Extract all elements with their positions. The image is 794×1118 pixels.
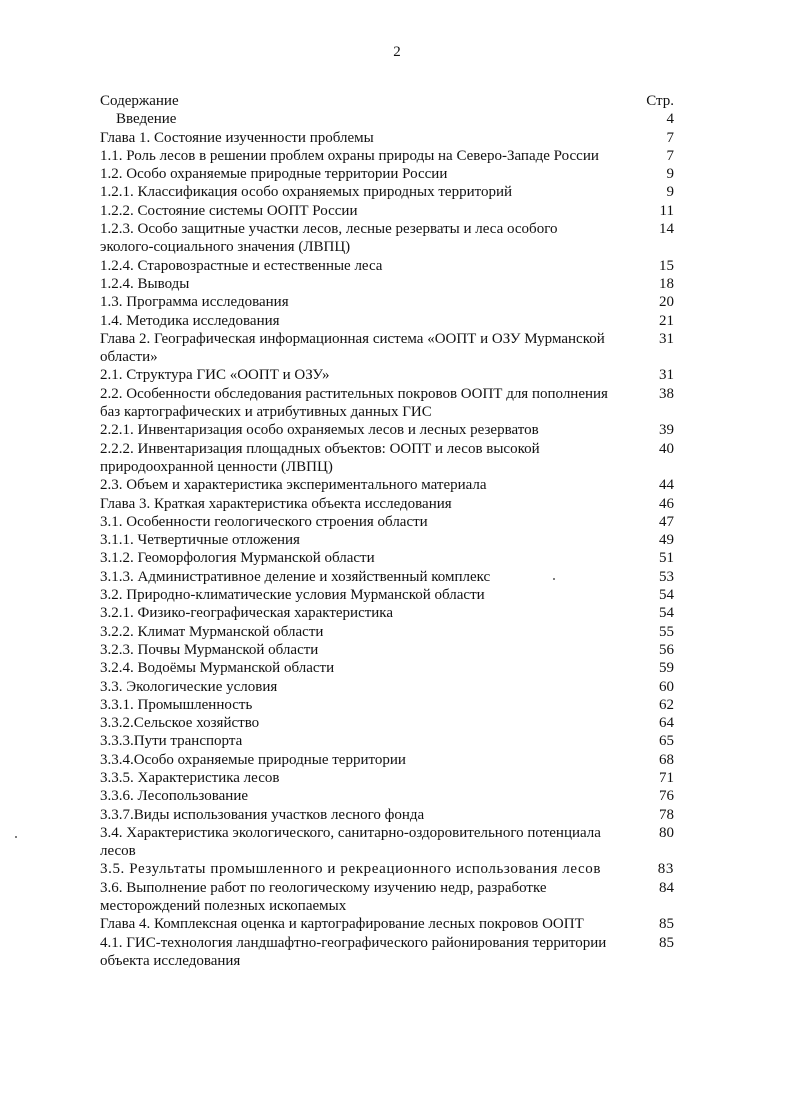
- toc-entry: [100, 659, 674, 677]
- toc-entry: [100, 549, 674, 567]
- toc-entry-page: 84: [659, 879, 674, 896]
- toc-entry: [100, 732, 674, 750]
- toc-entry-title: 2.2.2. Инвентаризация площадных объектов: ООПТ и лесов высокой природоохранной ценности (ЛВПЦ): [100, 440, 540, 475]
- toc-entry-page: 59: [659, 660, 674, 677]
- toc-entry: [100, 330, 674, 367]
- toc-entry-page: 18: [659, 275, 674, 292]
- toc-entry-title: 2.1. Структура ГИС «ООПТ и ОЗУ»: [100, 367, 330, 384]
- toc-entry-page: 54: [659, 605, 674, 622]
- toc-entry-page: 38: [659, 385, 674, 402]
- toc-entry: [100, 604, 674, 622]
- toc-entry-title: 3.2.3. Почвы Мурманской области: [100, 641, 319, 658]
- toc-entry-page: 11: [659, 202, 674, 219]
- toc-entry-page: 40: [659, 440, 674, 457]
- toc-entry: [100, 110, 674, 128]
- toc-entry-page: 85: [659, 934, 674, 951]
- toc-entry-page: 21: [659, 312, 674, 329]
- toc-entry: [100, 568, 674, 586]
- toc-entry-title: Глава 1. Состояние изученности проблемы: [100, 129, 374, 146]
- toc-entry-page: 80: [659, 824, 674, 841]
- toc-entry: [100, 165, 674, 183]
- toc-entry-page: 60: [659, 678, 674, 695]
- toc-entry-page: 9: [666, 184, 674, 201]
- toc-entry-page: 64: [659, 715, 674, 732]
- toc-entry-page: 49: [659, 532, 674, 549]
- toc-entry: [100, 440, 674, 477]
- toc-entry: [100, 129, 674, 147]
- toc-entry-page: 7: [666, 147, 674, 164]
- toc-entry-title: 2.2. Особенности обследования растительных покровов ООПТ для пополнения баз картографических и атрибутивных данных ГИС: [100, 385, 608, 421]
- toc-entry-title: 1.3. Программа исследования: [100, 294, 289, 311]
- toc-page-label: Стр.: [646, 93, 674, 109]
- toc-entry-title: 3.6. Выполнение работ по геологическому изучению недр, разработке месторождений полезных ископаемых: [100, 879, 547, 915]
- toc-entry: [100, 915, 674, 933]
- toc-entry-title: 3.2.4. Водоёмы Мурманской области: [100, 660, 335, 677]
- toc-entry: [100, 641, 674, 659]
- toc-entry-page: 65: [659, 733, 674, 750]
- toc-entry-page: 15: [659, 257, 674, 274]
- toc-entry-title: Введение: [116, 111, 177, 128]
- toc-entry: [100, 531, 674, 549]
- toc-entry-title: 1.4. Методика исследования: [100, 312, 280, 329]
- toc-entry-page: 14: [659, 221, 674, 238]
- toc-entry: [100, 696, 674, 714]
- scan-speck: [553, 578, 555, 580]
- toc-entry-page: 46: [659, 495, 674, 512]
- toc-entry-page: 54: [659, 587, 674, 604]
- toc-entry-page: 55: [659, 623, 674, 640]
- toc-entry: [100, 769, 674, 787]
- toc-entry-title: 3.1.2. Геоморфология Мурманской области: [100, 550, 375, 567]
- toc-entry-title: Глава 3. Краткая характеристика объекта исследования: [100, 495, 452, 512]
- toc-entry: [100, 751, 674, 769]
- toc-entry-title: 1.2.4. Выводы: [100, 275, 190, 292]
- toc-entry-title: 3.3.1. Промышленность: [100, 696, 253, 713]
- toc-entry: [100, 678, 674, 696]
- table-of-contents: [100, 92, 674, 970]
- toc-entry: [100, 934, 674, 971]
- toc-entry-page: 51: [659, 550, 674, 567]
- toc-title: Содержание: [100, 93, 179, 109]
- toc-entry: [100, 879, 674, 916]
- toc-entry-title: 1.1. Роль лесов в решении проблем охраны природы на Северо-Западе России: [100, 147, 599, 164]
- toc-entry-title: 4.1. ГИС-технология ландшафтно-географического районирования территории объекта исследования: [100, 934, 607, 969]
- toc-entries: [100, 110, 674, 970]
- toc-entry-title: 3.2. Природно-климатические условия Мурманской области: [100, 587, 485, 604]
- toc-entry-title: 3.3.7.Виды использования участков лесного фонда: [100, 806, 425, 823]
- toc-entry: [100, 623, 674, 641]
- toc-entry-page: 39: [659, 422, 674, 439]
- toc-entry-page: 9: [666, 166, 674, 183]
- toc-entry-title: 3.5. Результаты промышленного и рекреационного использования лесов: [100, 861, 602, 878]
- page-number: 2: [393, 44, 401, 60]
- toc-entry-title: 3.2.2. Климат Мурманской области: [100, 623, 324, 640]
- toc-entry-title: 3.3.5. Характеристика лесов: [100, 769, 280, 786]
- toc-entry: [100, 421, 674, 439]
- toc-entry-page: 78: [659, 806, 674, 823]
- toc-entry-page: 7: [666, 129, 674, 146]
- scan-speck: [15, 836, 17, 838]
- toc-entry-page: 56: [659, 641, 674, 658]
- toc-entry: [100, 860, 674, 878]
- toc-entry: [100, 202, 674, 220]
- toc-entry-page: 44: [659, 477, 674, 494]
- toc-entry-page: 53: [659, 568, 674, 585]
- toc-entry-page: 62: [659, 696, 674, 713]
- toc-entry: [100, 476, 674, 494]
- toc-entry-title: 1.2. Особо охраняемые природные территории России: [100, 166, 448, 183]
- toc-entry-title: 3.4. Характеристика экологического, санитарно-оздоровительного потенциала лесов: [100, 824, 601, 860]
- toc-entry-page: 68: [659, 751, 674, 768]
- toc-entry-title: 1.2.1. Классификация особо охраняемых природных территорий: [100, 184, 513, 201]
- toc-entry-title: 3.2.1. Физико-географическая характеристика: [100, 605, 394, 622]
- toc-entry: [100, 714, 674, 732]
- toc-entry-title: 3.3.3.Пути транспорта: [100, 733, 243, 750]
- toc-entry: [100, 513, 674, 531]
- toc-entry: [100, 385, 674, 422]
- toc-entry-page: 83: [657, 861, 674, 878]
- toc-header: [100, 92, 674, 110]
- toc-entry-title: 3.1.1. Четвертичные отложения: [100, 532, 300, 549]
- toc-entry: [100, 366, 674, 384]
- toc-entry: [100, 293, 674, 311]
- toc-entry-title: 1.2.3. Особо защитные участки лесов, лесные резерваты и леса особого эколого-социального значения (ЛВПЦ): [100, 221, 558, 256]
- toc-entry-page: 31: [659, 330, 674, 347]
- toc-entry-title: Глава 4. Комплексная оценка и картографирование лесных покровов ООПТ: [100, 916, 584, 933]
- toc-entry: [100, 257, 674, 275]
- toc-entry-title: 2.3. Объем и характеристика экспериментального материала: [100, 477, 487, 494]
- toc-entry-page: 20: [659, 294, 674, 311]
- toc-entry-title: 3.3.2.Сельское хозяйство: [100, 715, 260, 732]
- toc-entry-title: 3.3.4.Особо охраняемые природные территории: [100, 751, 406, 768]
- toc-entry-title: 1.2.2. Состояние системы ООПТ России: [100, 202, 358, 219]
- toc-entry-page: 31: [659, 367, 674, 384]
- toc-entry-title: 1.2.4. Старовозрастные и естественные леса: [100, 257, 383, 274]
- toc-entry-title: 2.2.1. Инвентаризация особо охраняемых лесов и лесных резерватов: [100, 422, 539, 439]
- toc-entry: [100, 586, 674, 604]
- toc-entry-page: 85: [659, 916, 674, 933]
- toc-entry: [100, 275, 674, 293]
- toc-entry: [100, 147, 674, 165]
- toc-entry-title: 3.3. Экологические условия: [100, 678, 278, 695]
- toc-entry-page: 76: [659, 788, 674, 805]
- toc-entry: [100, 787, 674, 805]
- toc-entry-page: 71: [659, 769, 674, 786]
- toc-entry-page: 4: [666, 111, 674, 128]
- toc-entry: [100, 312, 674, 330]
- toc-entry: [100, 806, 674, 824]
- toc-entry-title: Глава 2. Географическая информационная система «ООПТ и ОЗУ Мурманской области»: [100, 330, 605, 366]
- toc-entry: [100, 824, 674, 861]
- toc-entry: [100, 495, 674, 513]
- toc-entry-page: 47: [659, 513, 674, 530]
- toc-entry: [100, 183, 674, 201]
- toc-entry: [100, 220, 674, 257]
- toc-entry-title: 3.3.6. Лесопользование: [100, 788, 249, 805]
- toc-entry-title: 3.1. Особенности геологического строения области: [100, 513, 428, 530]
- toc-entry-title: 3.1.3. Административное деление и хозяйственный комплекс: [100, 568, 491, 585]
